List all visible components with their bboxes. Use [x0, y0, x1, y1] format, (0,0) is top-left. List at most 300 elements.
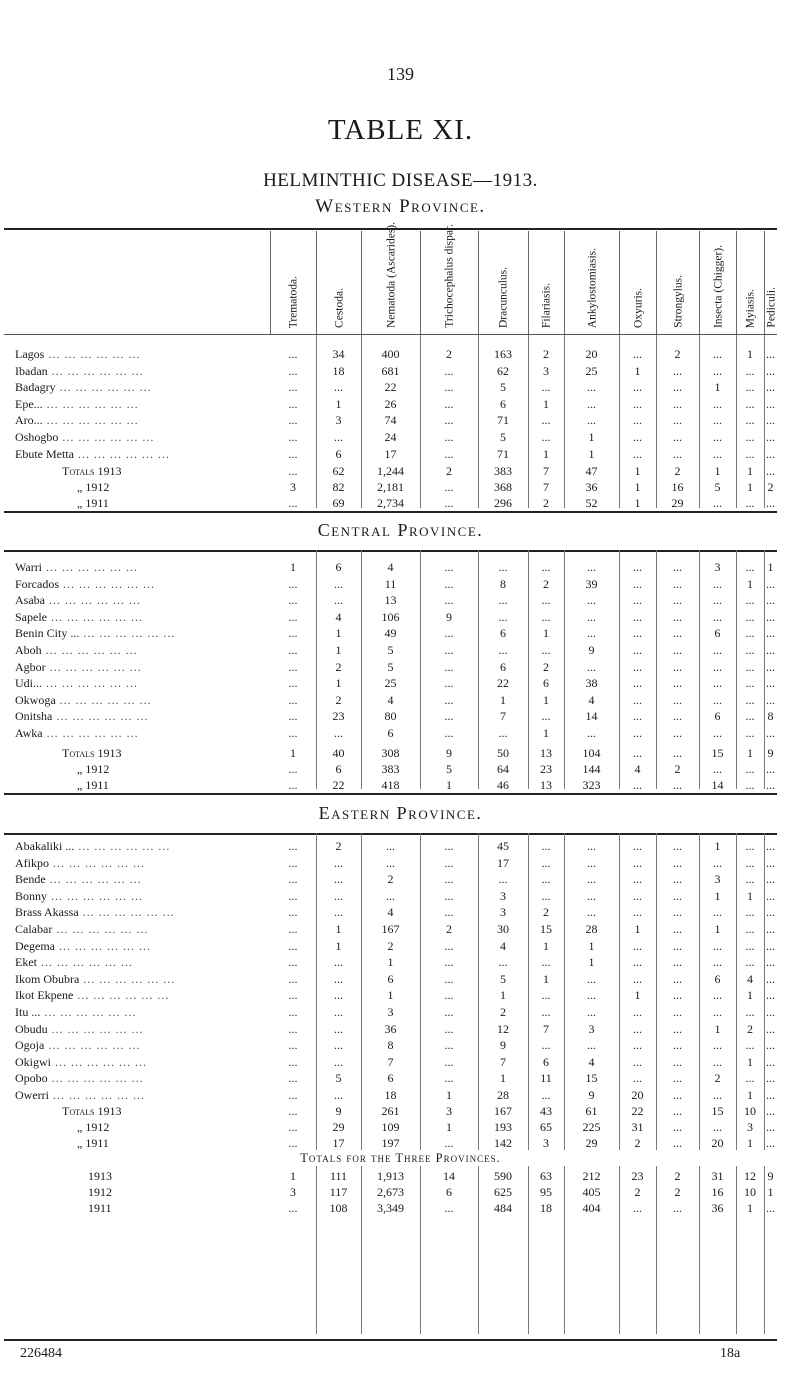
table-cell: ... — [766, 396, 775, 411]
table-cell: ... — [633, 692, 642, 707]
table-cell: 80 — [384, 709, 397, 724]
table-cell: 43 — [540, 1104, 552, 1118]
table-cell: ... — [334, 888, 343, 903]
table-cell: 2 — [747, 1021, 753, 1036]
table-cell: ... — [766, 609, 775, 624]
table-cell: 1 — [543, 971, 549, 986]
table-cell: 1 — [634, 363, 641, 378]
table-cell: ... — [713, 659, 722, 674]
table-cell: ... — [673, 692, 682, 707]
table-cell: ... — [444, 888, 454, 903]
table-cell: ... — [673, 938, 682, 953]
table-cell: 3 — [747, 1120, 753, 1134]
table-cell: ... — [766, 922, 775, 936]
table-cell: ... — [673, 1071, 682, 1086]
table-row — [0, 726, 801, 741]
table-cell: 6 — [446, 1185, 452, 1199]
row-label — [15, 955, 270, 970]
row-label — [15, 839, 270, 854]
table-cell: ... — [766, 988, 775, 1003]
grand-totals-banner: Totals for the Three Provinces. — [300, 1151, 501, 1165]
table-cell: ... — [745, 626, 755, 641]
table-cell: ... — [633, 971, 642, 986]
table-cell: ... — [673, 659, 682, 674]
table-row — [0, 1022, 801, 1037]
table-cell: ... — [444, 938, 454, 953]
table-cell: ... — [673, 872, 682, 887]
table-cell: ... — [766, 855, 775, 870]
table-cell: 2 — [674, 1169, 681, 1183]
table-cell: ... — [334, 971, 343, 986]
table-cell: 18 — [384, 1088, 397, 1102]
table-cell: ... — [288, 938, 298, 953]
table-cell: 1 — [335, 643, 342, 657]
row-label — [15, 939, 270, 954]
table-cell: 405 — [582, 1185, 601, 1199]
table-cell: 2 — [674, 1185, 681, 1199]
table-row — [0, 1071, 801, 1086]
table-cell: ... — [444, 560, 454, 574]
table-cell: 484 — [494, 1201, 512, 1215]
table-cell: ... — [444, 446, 454, 461]
table-cell: ... — [444, 726, 454, 740]
row-label-text: Okwoga — [15, 692, 56, 707]
table-cell: 625 — [494, 1185, 512, 1199]
table-cell: 142 — [494, 1136, 512, 1150]
table-cell: 7 — [543, 464, 549, 478]
table-cell: 3,349 — [377, 1201, 404, 1215]
table-cell: 1 — [500, 1071, 506, 1086]
table-cell: 8 — [767, 709, 774, 724]
row-label-text: Itu ... — [15, 1005, 41, 1019]
table-cell: 1 — [747, 480, 753, 494]
table-cell: 5 — [387, 659, 394, 674]
table-cell: 2 — [674, 464, 681, 478]
table-cell: 6 — [335, 560, 342, 574]
totals-row — [0, 746, 801, 761]
table-cell: ... — [541, 855, 551, 870]
table-cell: ... — [288, 855, 298, 870]
table-cell: 50 — [497, 746, 509, 760]
row-label — [15, 593, 270, 608]
table-cell: ... — [444, 1136, 454, 1150]
column-header-label: Ankylostomiasis. — [586, 247, 598, 328]
table-cell: ... — [673, 643, 682, 657]
row-label — [15, 447, 270, 462]
table-cell: ... — [334, 1088, 343, 1102]
column-header-label: Filariasis. — [540, 282, 553, 328]
table-cell: 1 — [543, 938, 549, 953]
table-cell: ... — [444, 872, 454, 887]
table-cell: ... — [541, 609, 551, 624]
table-cell: ... — [745, 413, 755, 428]
table-cell: ... — [541, 709, 551, 724]
leader-dots: ... ... ... ... ... ... — [47, 363, 144, 378]
table-cell: ... — [713, 1005, 722, 1019]
table-cell: ... — [713, 905, 722, 920]
column-header-label: Cestoda. — [333, 288, 345, 328]
table-cell: ... — [673, 746, 682, 760]
table-cell: ... — [633, 1201, 642, 1215]
table-cell: ... — [745, 1071, 755, 1086]
table-cell: ... — [713, 413, 722, 428]
row-label-text: Bonny — [15, 888, 48, 903]
table-cell: 6 — [387, 971, 394, 986]
row-label — [15, 1022, 270, 1037]
leader-dots: ... ... ... ... ... ... — [74, 839, 171, 853]
table-cell: 193 — [494, 1120, 512, 1134]
table-row — [0, 380, 801, 395]
table-cell: ... — [745, 643, 755, 657]
table-cell: 1 — [767, 560, 774, 574]
row-label — [15, 1071, 270, 1086]
table-cell: ... — [587, 988, 596, 1003]
table-cell: 11 — [384, 576, 397, 591]
table-cell: ... — [745, 922, 755, 936]
section-bottom-rule — [4, 511, 777, 513]
leader-dots: ... ... ... ... ... ... — [48, 1088, 145, 1102]
table-cell: 11 — [540, 1071, 552, 1086]
table-cell: 1 — [335, 938, 342, 953]
table-cell: ... — [541, 888, 551, 903]
table-cell: 25 — [384, 676, 397, 691]
table-cell: ... — [766, 1136, 775, 1150]
column-header — [420, 224, 479, 334]
table-cell: 17 — [497, 855, 509, 870]
table-cell: 1 — [543, 396, 549, 411]
table-cell: 1 — [714, 888, 721, 903]
table-cell: ... — [587, 905, 596, 920]
table-cell: 163 — [494, 347, 512, 361]
column-header — [528, 231, 565, 334]
table-row — [0, 839, 801, 854]
table-cell: ... — [745, 778, 755, 792]
table-cell: 1 — [747, 347, 753, 361]
table-cell: ... — [288, 413, 298, 428]
table-cell: ... — [766, 1201, 775, 1215]
table-cell: ... — [673, 560, 682, 574]
table-cell: 29 — [332, 1120, 345, 1134]
table-cell: ... — [541, 1005, 551, 1019]
table-cell: 2 — [387, 938, 394, 953]
table-cell: 28 — [585, 922, 598, 936]
table-row — [0, 643, 801, 658]
table-cell: 63 — [540, 1169, 552, 1183]
table-cell: ... — [713, 692, 722, 707]
table-cell: 1,913 — [377, 1169, 404, 1183]
table-cell: 3 — [500, 888, 506, 903]
table-cell: ... — [587, 626, 596, 641]
row-label-text: Forcados — [15, 576, 59, 591]
table-cell: ... — [766, 593, 775, 608]
table-cell: 104 — [582, 746, 601, 760]
row-label — [15, 397, 270, 412]
row-label-text: Degema — [15, 938, 55, 953]
table-cell: 3 — [500, 905, 506, 920]
table-cell: ... — [444, 1054, 454, 1069]
table-cell: ... — [541, 430, 551, 444]
totals-row — [0, 1185, 801, 1200]
table-cell: ... — [587, 609, 596, 624]
table-cell: ... — [541, 872, 551, 887]
table-cell: ... — [766, 762, 775, 776]
table-cell: ... — [766, 888, 775, 903]
table-cell: ... — [334, 380, 343, 395]
table-cell: ... — [673, 778, 682, 792]
table-cell: 9 — [588, 643, 595, 657]
table-title: TABLE XI. — [327, 114, 474, 146]
table-cell: ... — [633, 709, 642, 724]
table-cell: ... — [444, 1021, 454, 1036]
table-cell: 17 — [332, 1136, 345, 1150]
table-cell: 308 — [381, 746, 400, 760]
table-cell: 64 — [497, 762, 509, 776]
table-cell: ... — [766, 347, 775, 361]
totals-row — [0, 1136, 801, 1151]
table-cell: ... — [633, 888, 642, 903]
table-cell: ... — [444, 659, 454, 674]
table-cell: ... — [288, 1038, 298, 1053]
table-cell: ... — [444, 1071, 454, 1086]
row-label-text: Ibadan — [15, 363, 48, 378]
table-cell: ... — [334, 1005, 343, 1019]
table-cell: 1 — [634, 496, 641, 510]
table-cell: ... — [713, 855, 722, 870]
table-cell: 30 — [497, 922, 509, 936]
table-cell: ... — [633, 380, 642, 395]
table-cell: ... — [288, 971, 298, 986]
row-label-text: Ikot Ekpene — [15, 988, 74, 1003]
column-header — [619, 231, 657, 334]
table-cell: ... — [633, 955, 642, 970]
table-cell: 20 — [711, 1136, 724, 1150]
column-header — [361, 221, 421, 334]
table-cell: 2 — [335, 839, 342, 853]
table-cell: 5 — [335, 1071, 342, 1086]
table-cell: ... — [673, 380, 682, 395]
table-cell: ... — [541, 988, 551, 1003]
table-cell: 4 — [500, 938, 506, 953]
table-cell: ... — [766, 726, 775, 740]
table-cell: ... — [766, 905, 775, 920]
table-cell: 109 — [381, 1120, 400, 1134]
table-cell: ... — [444, 1201, 454, 1215]
leader-dots: ... ... ... ... ... ... — [47, 1071, 144, 1086]
table-cell: ... — [766, 971, 775, 986]
row-label — [15, 364, 270, 379]
table-cell: ... — [745, 839, 755, 853]
table-cell: 225 — [582, 1120, 601, 1134]
column-header-label: Trematoda. — [287, 275, 300, 328]
table-cell: ... — [673, 839, 682, 853]
table-cell: ... — [288, 347, 298, 361]
table-cell: ... — [498, 593, 508, 608]
table-cell: ... — [288, 676, 298, 691]
table-cell: ... — [633, 676, 642, 691]
table-cell: 71 — [497, 446, 509, 461]
table-cell: 4 — [634, 762, 641, 776]
column-header-label: Pediculi. — [765, 287, 777, 328]
row-label-text: Asaba — [15, 593, 45, 608]
column-header — [478, 231, 529, 334]
footer-signature-mark: 18a — [720, 1346, 741, 1361]
table-cell: ... — [745, 762, 755, 776]
table-cell: 14 — [711, 778, 724, 792]
row-label-text: Oshogbo — [15, 430, 59, 444]
table-cell: ... — [444, 1005, 454, 1019]
table-cell: 34 — [332, 347, 345, 361]
table-cell: 1 — [747, 464, 753, 478]
table-cell: 5 — [387, 643, 394, 657]
table-cell: ... — [766, 430, 775, 444]
table-cell: ... — [713, 347, 722, 361]
table-cell: ... — [673, 709, 682, 724]
table-cell: ... — [444, 576, 454, 591]
table-cell: ... — [288, 446, 298, 461]
table-cell: ... — [541, 380, 551, 395]
table-cell: 7 — [500, 1054, 506, 1069]
section-heading: Eastern Province. — [318, 803, 483, 823]
table-cell: ... — [444, 496, 454, 510]
table-cell: ... — [633, 659, 642, 674]
leader-dots: ... ... ... ... ... ... — [54, 938, 151, 953]
row-label-text: Sapele — [15, 609, 47, 624]
row-label-text: „ 1911 — [77, 778, 109, 792]
table-cell: 5 — [500, 430, 506, 444]
table-row — [0, 577, 801, 592]
table-cell: 20 — [631, 1088, 644, 1102]
table-cell: ... — [587, 593, 596, 608]
leader-dots: ... ... ... ... ... ... — [41, 643, 138, 657]
table-cell: 1 — [335, 676, 342, 691]
leader-dots: ... ... ... ... ... ... — [47, 1021, 144, 1036]
leader-dots: ... ... ... ... ... ... — [73, 446, 170, 461]
table-cell: 47 — [585, 464, 598, 478]
page-number: 139 — [387, 64, 414, 84]
table-cell: ... — [633, 446, 642, 461]
column-header — [656, 231, 700, 334]
table-cell: 2 — [714, 1071, 721, 1086]
table-cell: 1 — [747, 988, 753, 1003]
table-cell: ... — [745, 446, 755, 461]
row-label-text: Totals 1913 — [62, 746, 122, 760]
table-cell: 1 — [634, 480, 641, 494]
table-cell: ... — [288, 1201, 298, 1215]
table-cell: 2 — [674, 762, 681, 776]
table-cell: 4 — [588, 692, 595, 707]
table-cell: 1 — [767, 1185, 774, 1199]
table-cell: ... — [766, 643, 775, 657]
table-cell: ... — [633, 839, 642, 853]
totals-row — [0, 480, 801, 495]
column-header — [764, 231, 778, 334]
table-cell: 2 — [387, 872, 394, 887]
table-cell: ... — [766, 626, 775, 641]
table-cell: ... — [745, 938, 755, 953]
table-cell: 12 — [744, 1169, 756, 1183]
table-cell: 1 — [500, 692, 506, 707]
table-cell: ... — [444, 643, 454, 657]
row-label — [15, 626, 270, 641]
table-cell: 1 — [543, 626, 549, 641]
table-cell: ... — [766, 839, 775, 853]
table-cell: ... — [633, 576, 642, 591]
table-cell: ... — [713, 430, 722, 444]
table-cell: ... — [288, 872, 298, 887]
table-cell: ... — [288, 839, 298, 853]
section-heading: Central Province. — [317, 520, 484, 540]
table-cell: ... — [766, 692, 775, 707]
row-label — [15, 1005, 270, 1020]
table-cell: ... — [745, 430, 755, 444]
table-cell: ... — [673, 1136, 682, 1150]
table-cell: 29 — [671, 496, 684, 510]
table-row — [0, 955, 801, 970]
table-cell: 6 — [387, 1071, 394, 1086]
table-cell: 9 — [446, 609, 452, 624]
table-cell: ... — [498, 560, 508, 574]
table-cell: ... — [713, 1038, 722, 1053]
table-cell: 368 — [494, 480, 512, 494]
row-label-text: 1912 — [88, 1185, 112, 1199]
table-cell: ... — [288, 1021, 298, 1036]
table-cell: 1 — [747, 746, 753, 760]
row-label-text: Eket — [15, 955, 37, 970]
table-cell: 3 — [714, 872, 721, 887]
table-cell: 82 — [332, 480, 345, 494]
table-subtitle: HELMINTHIC DISEASE—1913. — [263, 170, 538, 191]
totals-row — [0, 1169, 801, 1184]
table-cell: ... — [673, 855, 682, 870]
table-cell: ... — [444, 363, 454, 378]
table-cell: 61 — [585, 1104, 598, 1118]
table-cell: 144 — [582, 762, 601, 776]
row-label — [15, 693, 270, 708]
leader-dots: ... ... ... ... ... ... — [44, 1038, 141, 1053]
table-row — [0, 939, 801, 954]
table-cell: 106 — [381, 609, 400, 624]
table-cell: ... — [288, 905, 298, 920]
table-cell: 2 — [543, 659, 549, 674]
table-cell: 1,244 — [377, 464, 404, 478]
table-cell: ... — [673, 446, 682, 461]
row-label — [15, 347, 270, 362]
table-cell: 2 — [335, 659, 342, 674]
table-cell: ... — [386, 839, 395, 853]
column-header — [736, 231, 765, 334]
table-cell: ... — [633, 1038, 642, 1053]
row-label-text: Calabar — [15, 922, 53, 936]
table-cell: ... — [673, 430, 682, 444]
table-cell: ... — [288, 988, 298, 1003]
table-cell: ... — [541, 1038, 551, 1053]
table-cell: ... — [673, 922, 682, 936]
table-cell: 1 — [747, 888, 753, 903]
table-cell: 10 — [744, 1104, 756, 1118]
table-cell: ... — [633, 560, 642, 574]
table-cell: ... — [444, 692, 454, 707]
table-cell: ... — [673, 576, 682, 591]
table-cell: 9 — [500, 1038, 506, 1053]
table-cell: ... — [673, 609, 682, 624]
table-cell: 3 — [588, 1021, 595, 1036]
table-row — [0, 397, 801, 412]
table-cell: 6 — [714, 971, 721, 986]
row-label — [15, 988, 270, 1003]
column-header-label: Dracunculus. — [497, 267, 510, 328]
table-cell: ... — [334, 905, 343, 920]
table-cell: 20 — [585, 347, 598, 361]
